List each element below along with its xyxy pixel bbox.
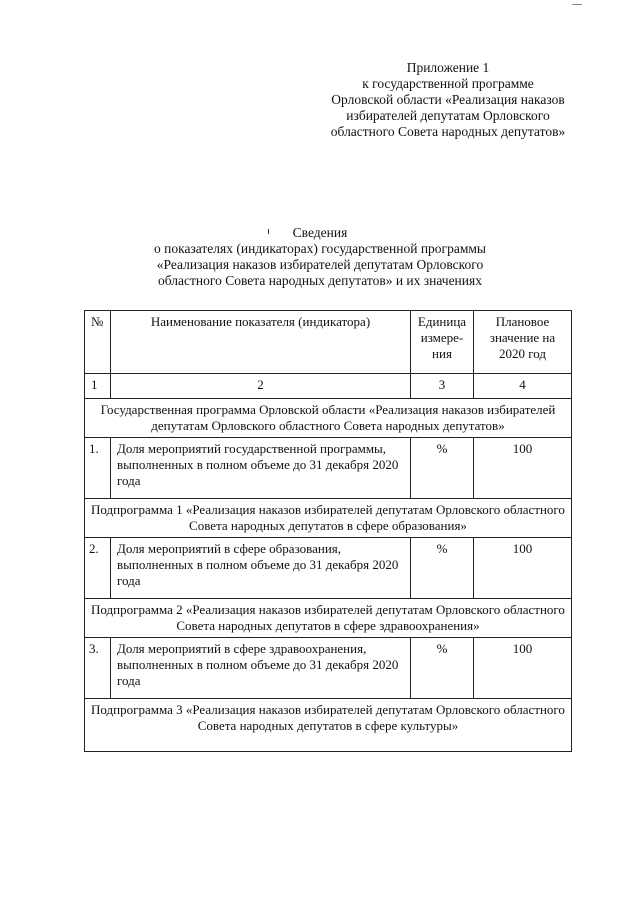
column-index: 1 [85,374,111,399]
row-name: Доля мероприятий в сфере здравоохранения, выполненных в полном объеме до 31 декабря 2020 года [111,638,411,699]
header-num: № [85,311,111,374]
row-plan: 100 [474,638,572,699]
header-plan: Плановое значение на 2020 год [474,311,572,374]
row-plan: 100 [474,438,572,499]
row-name: Доля мероприятий в сфере образования, выполненных в полном объеме до 31 декабря 2020 года [111,538,411,599]
column-index: 3 [411,374,474,399]
program-title: Государственная программа Орловской области «Реализация наказов избирателей депутатам Орловского областного Совета народных депутатов» [85,399,572,438]
subprogram-title: Подпрограмма 2 «Реализация наказов избирателей депутатам Орловского областного Совета народных депутатов в сфере здравоохранения» [85,599,572,638]
table-row [85,438,572,499]
row-unit: % [411,538,474,599]
row-name: Доля мероприятий государственной программы, выполненных в полном объеме до 31 декабря 2020 года [111,438,411,499]
row-unit: % [411,638,474,699]
appendix-line: Приложение 1 [406,60,490,75]
heading-title: Сведения [292,225,348,240]
row-unit: % [411,438,474,499]
row-plan: 100 [474,538,572,599]
column-index-row [85,374,572,399]
header-unit: Единица измере- ния [411,311,474,374]
program-title-row [85,399,572,438]
column-index: 4 [474,374,572,399]
subprogram-row [85,599,572,638]
heading-line: «Реализация наказов избирателей депутатам Орловского [156,257,484,272]
heading-line: областного Совета народных депутатов» и их значениях [158,273,482,288]
document-heading [60,225,580,289]
row-num: 1. [85,438,111,499]
subprogram-title: Подпрограмма 3 «Реализация наказов избирателей депутатам Орловского областного Совета народных депутатов в сфере культуры» [85,699,572,752]
row-num: 3. [85,638,111,699]
scan-artifact [572,4,582,5]
table-row [85,538,572,599]
appendix-line: Орловской области «Реализация наказов [331,92,565,107]
table-row [85,638,572,699]
row-num: 2. [85,538,111,599]
column-index: 2 [111,374,411,399]
appendix-line: избирателей депутатам Орловского [346,108,550,123]
table-header-row [85,311,572,374]
appendix-line: к государственной программе [362,76,534,91]
heading-line: о показателях (индикаторах) государственной программы [153,241,486,256]
indicators-table [84,310,572,752]
subprogram-row [85,699,572,752]
appendix-line: областного Совета народных депутатов» [330,124,566,139]
appendix-note [308,60,588,140]
header-name: Наименование показателя (индикатора) [111,311,411,374]
subprogram-row [85,499,572,538]
subprogram-title: Подпрограмма 1 «Реализация наказов избирателей депутатам Орловского областного Совета народных депутатов в сфере образования» [85,499,572,538]
